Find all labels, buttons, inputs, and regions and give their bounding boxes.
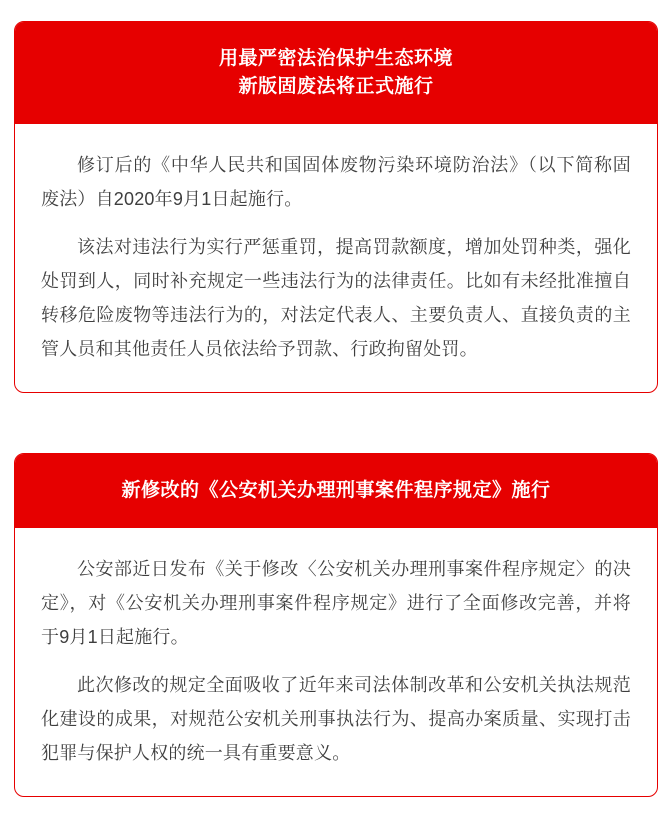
news-card-header xyxy=(15,454,657,528)
article-paragraph: 该法对违法行为实行严惩重罚，提高罚款额度，增加处罚种类，强化处罚到人，同时补充规定一些违法行为的法律责任。比如有未经批准擅自转移危险废物等违法行为的，对法定代表人、主要负责人、直接负责的主管人员和其他责任人员依法给予罚款、行政拘留处罚。 xyxy=(41,237,631,359)
card-title-line: 新修改的《公安机关办理刑事案件程序规定》施行 xyxy=(121,480,551,501)
card-title-line: 新版固废法将正式施行 xyxy=(238,76,434,97)
article-paragraph: 修订后的《中华人民共和国固体废物污染环境防治法》（以下简称固废法）自2020年9月1日起施行。 xyxy=(41,155,631,209)
article-paragraph: 公安部近日发布《关于修改〈公安机关办理刑事案件程序规定〉的决定》，对《公安机关办理刑事案件程序规定》进行了全面修改完善，并将于9月1日起施行。 xyxy=(41,559,631,647)
news-card-body xyxy=(15,124,657,392)
news-card-solid-waste-law xyxy=(14,21,658,393)
news-card-criminal-procedure xyxy=(14,453,658,797)
article-paragraph: 此次修改的规定全面吸收了近年来司法体制改革和公安机关执法规范化建设的成果，对规范公安机关刑事执法行为、提高办案质量、实现打击犯罪与保护人权的统一具有重要意义。 xyxy=(41,675,631,763)
news-card-body xyxy=(15,528,657,796)
card-title-line: 用最严密法治保护生态环境 xyxy=(218,48,453,69)
news-card-header xyxy=(15,22,657,124)
